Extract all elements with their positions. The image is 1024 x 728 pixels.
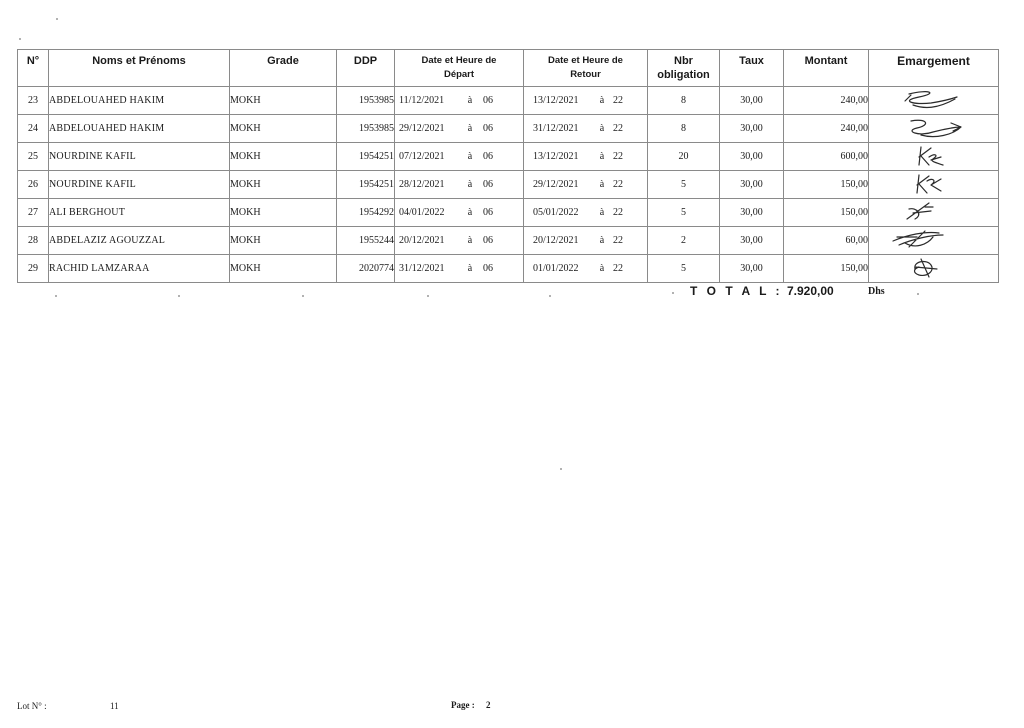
cell-montant: 240,00 <box>784 115 869 143</box>
cell-name: NOURDINE KAFIL <box>49 143 230 171</box>
retour-date: 01/01/2022 <box>533 263 579 274</box>
scan-speck <box>917 293 919 295</box>
cell-nbr: 8 <box>648 115 720 143</box>
retour-hour: 22 <box>613 263 623 274</box>
mission-table <box>17 49 999 283</box>
cell-name: NOURDINE KAFIL <box>49 171 230 199</box>
retour-a: à <box>599 263 605 274</box>
cell-grade: MOKH <box>230 199 337 227</box>
cell-name: ABDELOUAHED HAKIM <box>49 115 230 143</box>
cell-name: ABDELOUAHED HAKIM <box>49 87 230 115</box>
cell-taux: 30,00 <box>720 87 784 115</box>
scan-speck <box>19 38 21 40</box>
header-name: Noms et Prénoms <box>49 50 230 87</box>
footer-page-label: Page : <box>451 700 475 710</box>
table-row <box>18 87 999 115</box>
cell-retour <box>524 171 648 199</box>
depart-hour: 06 <box>483 95 493 106</box>
cell-nbr: 20 <box>648 143 720 171</box>
cell-taux: 30,00 <box>720 171 784 199</box>
signature-icon <box>869 255 999 282</box>
total-currency: Dhs <box>868 286 885 297</box>
scan-speck <box>178 295 180 297</box>
cell-depart <box>395 171 524 199</box>
cell-retour <box>524 87 648 115</box>
depart-date: 20/12/2021 <box>399 235 445 246</box>
cell-retour <box>524 227 648 255</box>
scan-speck <box>427 295 429 297</box>
cell-name: ALI BERGHOUT <box>49 199 230 227</box>
retour-hour: 22 <box>613 123 623 134</box>
depart-a: à <box>467 123 473 134</box>
footer-lot-value: 11 <box>110 701 119 711</box>
cell-montant: 240,00 <box>784 87 869 115</box>
header-grade: Grade <box>230 50 337 87</box>
header-emargement: Emargement <box>869 50 999 87</box>
header-retour-line2: Retour <box>570 69 601 80</box>
retour-date: 13/12/2021 <box>533 95 579 106</box>
cell-montant: 150,00 <box>784 199 869 227</box>
retour-hour: 22 <box>613 95 623 106</box>
cell-emargement <box>869 227 999 255</box>
scan-speck <box>672 292 674 294</box>
cell-num: 25 <box>18 143 49 171</box>
header-nbr-line2: obligation <box>657 69 710 81</box>
cell-ddp: 2020774 <box>337 255 395 283</box>
cell-depart <box>395 115 524 143</box>
cell-montant: 150,00 <box>784 171 869 199</box>
retour-a: à <box>599 95 605 106</box>
depart-hour: 06 <box>483 123 493 134</box>
cell-emargement <box>869 143 999 171</box>
cell-taux: 30,00 <box>720 143 784 171</box>
retour-date: 31/12/2021 <box>533 123 579 134</box>
cell-taux: 30,00 <box>720 199 784 227</box>
signature-icon <box>869 171 999 198</box>
cell-retour <box>524 199 648 227</box>
depart-date: 07/12/2021 <box>399 151 445 162</box>
cell-num: 24 <box>18 115 49 143</box>
depart-a: à <box>467 207 473 218</box>
cell-depart <box>395 143 524 171</box>
total-label: T O T A L : <box>690 284 783 298</box>
cell-depart <box>395 87 524 115</box>
header-nbr <box>648 50 720 87</box>
cell-taux: 30,00 <box>720 255 784 283</box>
cell-montant: 150,00 <box>784 255 869 283</box>
cell-grade: MOKH <box>230 87 337 115</box>
signature-icon <box>869 227 999 254</box>
retour-a: à <box>599 235 605 246</box>
depart-date: 04/01/2022 <box>399 207 445 218</box>
cell-num: 23 <box>18 87 49 115</box>
cell-ddp: 1954251 <box>337 143 395 171</box>
cell-grade: MOKH <box>230 227 337 255</box>
cell-num: 28 <box>18 227 49 255</box>
table-row <box>18 255 999 283</box>
cell-montant: 600,00 <box>784 143 869 171</box>
cell-ddp: 1954251 <box>337 171 395 199</box>
cell-nbr: 5 <box>648 255 720 283</box>
cell-retour <box>524 115 648 143</box>
cell-ddp: 1953985 <box>337 115 395 143</box>
footer-lot-label: Lot N° : <box>17 701 47 711</box>
depart-hour: 06 <box>483 235 493 246</box>
header-depart-line2: Départ <box>443 69 475 80</box>
cell-ddp: 1954292 <box>337 199 395 227</box>
header-depart <box>395 50 524 87</box>
depart-hour: 06 <box>483 151 493 162</box>
retour-a: à <box>599 207 605 218</box>
table-header-row <box>18 50 999 87</box>
depart-a: à <box>467 235 473 246</box>
cell-depart <box>395 255 524 283</box>
header-depart-line1: Date et Heure de <box>421 55 497 66</box>
cell-emargement <box>869 115 999 143</box>
cell-taux: 30,00 <box>720 115 784 143</box>
cell-ddp: 1955244 <box>337 227 395 255</box>
scan-speck <box>560 468 562 470</box>
retour-hour: 22 <box>613 235 623 246</box>
cell-nbr: 5 <box>648 171 720 199</box>
cell-grade: MOKH <box>230 143 337 171</box>
depart-hour: 06 <box>483 179 493 190</box>
retour-hour: 22 <box>613 207 623 218</box>
table-row <box>18 199 999 227</box>
scan-speck <box>55 295 57 297</box>
cell-emargement <box>869 171 999 199</box>
retour-hour: 22 <box>613 179 623 190</box>
depart-a: à <box>467 179 473 190</box>
cell-grade: MOKH <box>230 171 337 199</box>
header-retour-line1: Date et Heure de <box>548 55 623 66</box>
depart-a: à <box>467 95 473 106</box>
table-row <box>18 143 999 171</box>
cell-emargement <box>869 87 999 115</box>
cell-grade: MOKH <box>230 115 337 143</box>
retour-a: à <box>599 179 605 190</box>
signature-icon <box>869 143 999 170</box>
cell-depart <box>395 227 524 255</box>
table-body <box>18 87 999 283</box>
depart-date: 29/12/2021 <box>399 123 445 134</box>
cell-nbr: 2 <box>648 227 720 255</box>
depart-a: à <box>467 151 473 162</box>
cell-emargement <box>869 255 999 283</box>
cell-nbr: 5 <box>648 199 720 227</box>
depart-a: à <box>467 263 473 274</box>
retour-date: 29/12/2021 <box>533 179 579 190</box>
retour-date: 13/12/2021 <box>533 151 579 162</box>
depart-hour: 06 <box>483 207 493 218</box>
retour-date: 20/12/2021 <box>533 235 579 246</box>
header-montant: Montant <box>784 50 869 87</box>
retour-a: à <box>599 151 605 162</box>
signature-icon <box>869 87 999 114</box>
table-row <box>18 227 999 255</box>
total-amount: 7.920,00 <box>787 284 834 298</box>
depart-date: 28/12/2021 <box>399 179 445 190</box>
cell-nbr: 8 <box>648 87 720 115</box>
scan-speck <box>302 295 304 297</box>
cell-name: RACHID LAMZARAA <box>49 255 230 283</box>
table-row <box>18 115 999 143</box>
header-taux: Taux <box>720 50 784 87</box>
cell-ddp: 1953985 <box>337 87 395 115</box>
cell-grade: MOKH <box>230 255 337 283</box>
cell-num: 29 <box>18 255 49 283</box>
header-retour <box>524 50 648 87</box>
table-row <box>18 171 999 199</box>
cell-emargement <box>869 199 999 227</box>
header-nbr-line1: Nbr <box>674 55 693 67</box>
retour-date: 05/01/2022 <box>533 207 579 218</box>
depart-date: 31/12/2021 <box>399 263 445 274</box>
cell-name: ABDELAZIZ AGOUZZAL <box>49 227 230 255</box>
scan-speck <box>549 295 551 297</box>
depart-hour: 06 <box>483 263 493 274</box>
header-ddp: DDP <box>337 50 395 87</box>
cell-montant: 60,00 <box>784 227 869 255</box>
signature-icon <box>869 115 999 142</box>
signature-icon <box>869 199 999 226</box>
retour-hour: 22 <box>613 151 623 162</box>
header-num: N° <box>18 50 49 87</box>
cell-taux: 30,00 <box>720 227 784 255</box>
cell-num: 27 <box>18 199 49 227</box>
cell-retour <box>524 143 648 171</box>
cell-retour <box>524 255 648 283</box>
cell-depart <box>395 199 524 227</box>
retour-a: à <box>599 123 605 134</box>
scan-speck <box>56 18 58 20</box>
cell-num: 26 <box>18 171 49 199</box>
depart-date: 11/12/2021 <box>399 95 445 106</box>
footer-page-value: 2 <box>486 700 491 710</box>
